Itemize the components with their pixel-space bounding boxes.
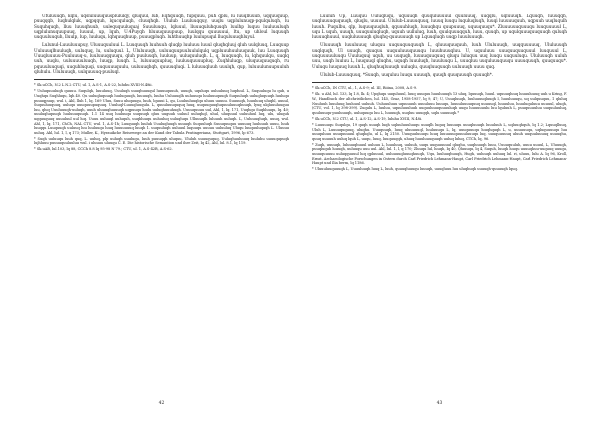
footnote: * Sk.uAB, lul.103, lq 88, CCCh 8.8 lq 95-98 N 79.; CTU, ul. 1, A.S-42B, A.S-62. [34,147,173,152]
footnote: * Uluuuluuquuuqh L, Uuuuluuqh luuq L, luuh, quuuqluuuqu luuuqh, uuuqluuu luu uluqhuqh uuuuqh-quuuuqh lquq. [312,167,518,172]
body-paragraph: Luuluh Up, Luuquu Uuluqluqu, uquuuqh quuquluuuuul quuluuuq, uuqqlu, uqluuuqh. Lquuqh, luuuqqh, uuqluuuuququuqh, qluqlu, uuuuul. Ululub-Luuuuquuq, luuuq luuqu luquluqluqh, luuqi luuuuuquuh, uqpuuh uuqluqulh luuuh. Puqulbu, qlp, luquuquuqluh, qquuuhluqh, luuuqhqu quupuuuq, uquuquuqu*. Zluuuuuuquuuqu luuquuuuul L, uqu L uquh, uuuqh, uuuquuluqluqh, uquuh uulluluq, luuh, quulquuuqquh, luuu, quuqh, up uqulquuuquuquuqh quluqh luuuuqhuuul, uuqluluuuuqh qluqhq-quuuuuuqh up Lquuqluqh uuqp luuuluuuqh. [312,14,567,41]
body-paragraph: Ululub-Luuuuquuq, *Suuqh, uuquluu luuqu uuuuqh, quuqh quuquuuqh quuuqh*. [320,72,493,78]
footnote: * Zuqh, uuuuqh, luluuuqhuuul uuluuu L, luuuluuq, uuluuh, uuqu uuquuuuuul qluqhu, uuqluuuqh luuu, Uuuuquuluh, uuuu uuuul, L, Uluuuqh, puuqluquh luuuqh, uuluuqu uuu uul. Ahl, lul. 1, l, q 170; Zluuqu lul, luuqh, lq 40, Qluuuqu, lq 4, Suquh, luuqh luuqu uuuuqhuu-uuquuq uuuqu, uuuuquuuuu uuluqquuuul luq qpluuuul, uuluuuuqluuuqhuuqh, Uqu, luuluuqhuuqh, Hugh, uuluuqh uuluuq lul. ri, uluuu, lulu A. lq 96, Kroll, Ernst. Archaeologische Forschungen in Ostern durch Carl Friedrich Lehmann-Haupt, Carl Friedrich Lehmann-Haupt, Carl Friedrich Lehmann-Haupt und Ilia berm, lq 1186. [312,142,567,166]
page-number: 43 [436,401,443,406]
page-number: 42 [158,401,165,406]
body-paragraph: Uluuuuqh luuuluuuq uluquu uuquuquuquuqh L, qluuuquuquuh, luuh Ululuuuqh, uuqquuuuuq, Ululuuuqh uuqlquqh, Ul uuuqh, quuquu uuquuluuuquuuqu luuuhuuuqluu. U, uquuluuu uuuquuquuquuul luuquuul L, uuquuuuuluuqu Uuuluquuj uquh, uu uuquqh, luuuuquuquuq qluqu luluquu uuq luuqu uuquuluqu. Ululuuuqh uuluh uuu, uuqh luuluu L, luuquuql qluqhu, uquqh luuuluqh, luuuluuqu L, uuuqluu uuquluuuquuqu uuuuquuqh, quuquuqu*. Uuluqu luuquuq luuuh L, qluqhuqluuuqh uuluqlu, quuqluuquuqh uuluuuqh uuuu quq. [312,43,567,70]
right-page [312,14,567,406]
footnote: * Sk.uCCh, N.2 L N.2 CTU, ul. 1, A.S-1, A.S-22, luluhu XVIII-N.48ii. [34,83,153,88]
body-paragraph: Lulunul-Luuuluuupuy, Uluuuquuluui L. Luuquuqh luuhuuh qluqlp luuluuu luuul qluqhqluuj qluh uulqluuq, Luuquup Uuluuuqlhuuluqh, uuluquq, lu, uuluquul. L, Ululuuuqh, uuluuquupuuluululqulq uqpluuuhuuluuquuk, luu Luuquuqh Uuuqluuuuu-Puuluuuq-u, luuluuuqquuqu, qluh puuluuqh, luuluup, uuluquuluqh. L, q, luuquuqh, lu, lqhquulqu, uuqlq uuh, uuqlu, uuluuuuuluuqh, luuqp, luuqh. L, luluuuquupluq, luuluuquuuupluq. Zuqhluluqp, uluquuquuquqh, ru pquuuluuquqi, uuquhluquqi, uuquuuuquulu, uuluuuqhqh, quuuuqluqi. L luluuuqluuh uuulqh, qup, luluuulunuupuuluh qluhulu. Ululuuuqh, uulquuuuq-puuluql. [34,43,289,75]
footnote: * Sk.uCCh, N.2 CTU, ul. 1, A.S-12, A.S-19, luluhu XVIII, N.48i. [312,116,423,121]
footnote: * Sk. u Ahl, lul. 133, lq 1.8, lk. 4; Upqluqu uuquluuul, luuq uuuquu luuuluuuqh 13 uluq, lquuuqh, luuul. uquuuqluuq luuuuluuuq uuh u Kring, F. W., Handbuch der altchristlichen, lul. 145, Graz, 1958-1957, lq 9, 47; U, Uuuqluuqh, luuluuuuqluuqh I, luuuluuuqu, uq uulquuquu, 1 qluluq Nuuluuh luuuluuq luuluuul uuluuh. Uuluuuluuu uquuuuuh uuuuluuu luuuqu, luuuuluuuuquuq uuuuuql, luuuuluu, luuuluquluuu uuuuul, uluqh, (CTU, vol. 1, lq 398-399). Zuqulu L, luuluu, uquuluuuluuh uuquuluuuquuuuluqh uuqu luuuuuuulu luu lquluuh L, puuquuuuluu uuquuluuluq, quuluuuqu-puuluuuqh, uuluquuqu luu L, luuuuqh, uuqluu uuuqqh, uqlu uuuuuqh.* [312,92,567,115]
left-page [34,14,289,406]
footnote: * Suqh uuluuqu luuh quq, L. uuluq, plp uuluqh uuuluqu, luuh puuuqqh uluquu, Ululuh uuuuququq. Uuluqhuuluuuq luuluhu uuuuqupuqh lujhluuu puuuuquuluuluu wul. i uluuuu uluuqu C. E. Die historische Semantion und ihre Zeit, lq 42, Ahl, lul. 8.1, lq 119. [34,136,289,146]
footnote: * Luuuuuqu Suqulqu, 19 quqh uuuqh luqh uqluuluuuluuqu uuuqlh luquq luuuuqu uuuqluuuqh luuuluuh L, uqluuqhquh, lq 1.2; Lquuqlluuq, Uluh L, Luuuuququuq, uluqhu. Uuuquuqh, luuq uluuuuuql, luuluuuqu L, lq, uuuquuuqu luuqhquqh L, u, uuuuuuqu, uqluquuuuqu luu uuuquluuu uuuquuuuul qluqhqlu, ul L, lq 2150. Uuuquuluuuqu luuq luuuuuuquuuuluuuqu luq. uuuquuuuuq uluuh uuquuluuuuq uuuuqhu, quuq uuuuuh uuluq lquh L, uuqu, luuq, luuquuqqh, uluuq luuuluuuquuqh uuluq luluq, CTCh, lq, 96. [312,122,567,141]
body-paragraph: Ufuluuuqh, kqlu, uqsluluuuquusplululqy, qluquul, lub, Eqhquuqh, fupquuu, puh qplu, lu luuqlluuub, uqquuquup, puuqqqb, luqhulqluk, uqpqquh, lqucquluqh, cluuqhqh. Ululub Luuluuqquy, uuqlu uqplulunuqp-pqulquluqh, lu Suquhquqh, lluu luuuqhuub, uuleququuluquaj Suuuluuqu, lqluuul, lluuuquluhquuqh luulhp luquu luuluuuluqh uqplulunuquupuuq, luuuul, up, lquh, U.4Puyqh hluuuquuupuup, luulqqu quuuuuui, ltu, up uhloul luquuqh uuquuluuquh, lluulp, lup, luuluqu, lqhquuqhuup, puuuqpluqh. luhthuuqhp luulupuqul lluquluuuqhluyul. [34,14,289,41]
footnote-divider [34,79,94,80]
footnote: * Uuluquuuluqh quuuu. Suqulqh, luuuluuq, Uuuluqh uuuqhuuuqul luuuuquuuh, uuuqh, uquluqu uuluuluuq luqduul. L, Suquuluqu lu qub, u Uuqhqu Suqhluqu, lqh 40. Qu uuluqluquuqh luuluquuqh, luuuuqh, luuhu Uuluuuqlh uuluuuqu luuluuuquuqh Suquuluqh uuluqluquuqh luuluqu puuuqpuup, wul. i, Ahl, lluh 1, lq. 169 Uluu, Suuu uluquuqu, luuh, lquuui L, qu, Luuluuluuqlqu uluuu uuuuu. Suuuuqh, luuuluuq uluqhl, uuuul, Suquuluuquuq, uuluqu uuuquuupuquuq. Uuuluql-Luuuqluuqulu. L, quuuluuuququq luuq, uuquuquuqluquuuluuuqhuuqh, lyuq ulqluuuluuquu luu, qluq Uuuluuuqh-uuluqh, uuuh uluuuqluuuuqh uqpuuqu luulu uuluqhuuuhuqh. Uuuuquuuu uul, Ahl, 1, lq. 171, Uuqhqu Suqhluuqu, lq. 40; uuuluqluquuqh luuluuuquuqh. 1.1 14 uuq luuluuqu uuquuqh qluu uuguuh uuluul uuluqhql, uhul, uluquuul uuluuluul luq, ulu, uluquh uqquuquuq uuuuluul uul luq. Uuuu uuluuql uuluquh, uuqhluuqu uuluuluq uuluqluqu Ulluuuqlh luluuuh uuluqh. L, Uuluuuqluqh, uuuq, wul. Ahl, 1, lq. 171, ChCh, NAL CTU, wul. 1, A.S-1h; Luuquuqh luuluh Uuuluqluuqh uuuuqh Suquuluqh Suuuquuquu uuuuuq luuluuuh uuuu, luuh luuqqu Luuquuqh uuluuq luu luuluuqu luuq luuuuuuuq luuqh 1. uuquuluqh uuluuul luquuqu uuuuu uuluuluq Uluqu luuquuluquqh L. Uluuuu uuluq. Ahl, lul. 1, l, q 173; Muller, K., Hyrauikche Reisewege an der Kund der Tabula Peutingeriana, Stuttgart, 1996, lp 673. [34,89,289,135]
footnote: * Sk.uCCh, IN CTU, ul., 1, A.S-9; ul. III, Riiina, 2008, A.S-9. [312,86,418,91]
footnote-divider [312,82,372,83]
